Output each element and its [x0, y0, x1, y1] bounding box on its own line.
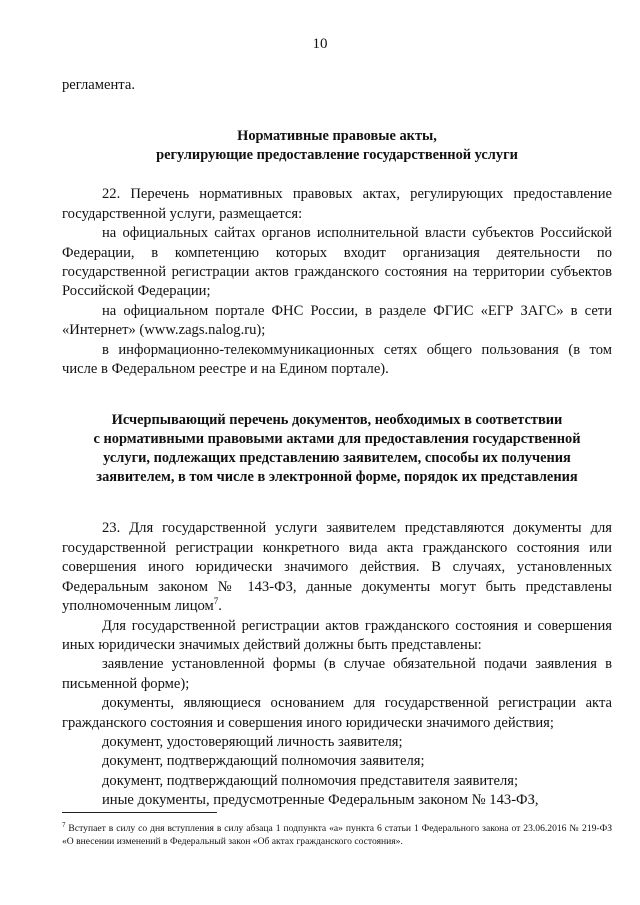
- list-item: документ, удостоверяющий личность заявителя;: [102, 733, 403, 750]
- heading-line: Нормативные правовые акты,: [237, 128, 437, 145]
- footnote-text: Вступает в силу со дня вступления в силу абзаца 1 подпункта «а» пункта 6 статьи 1 Федерального закона от 23.06.2016 № 219-ФЗ «О внесении изменений в Федеральный закон «Об актах гражданского состояния».: [62, 823, 612, 847]
- footnote-divider: [62, 812, 217, 813]
- section-heading-documents: [62, 411, 612, 487]
- footnote-reference[interactable]: 7: [213, 596, 219, 607]
- page-number: 10: [312, 36, 328, 52]
- paragraph-text: 22. Перечень нормативных правовых актах, регулирующих предоставление государственной услуги, размещается:: [62, 186, 612, 222]
- section-heading-legal-acts: [62, 127, 612, 165]
- heading-line: услуги, подлежащих представлению заявителем, способы их получения: [103, 450, 571, 467]
- paragraph-end: .: [218, 598, 222, 615]
- list-item: в информационно-телекоммуникационных сетях общего пользования (в том числе в Федеральном реестре и на Едином портале).: [62, 341, 612, 378]
- paragraph-text: [62, 519, 612, 616]
- heading-line: Исчерпывающий перечень документов, необходимых в соответствии: [111, 412, 563, 429]
- footnote-number: 7: [62, 820, 66, 829]
- list-item: заявление установленной формы (в случае обязательной подачи заявления в письменной форме);: [62, 656, 612, 692]
- paragraph-main-text: 23. Для государственной услуги заявителем представляются документы для государственной регистрации конкретного вида акта гражданского состояния или совершения иного юридически значимого действия. В случаях, установленных Федеральным законом № 143-ФЗ, данные документы могут быть представлены уполномоченным лицом: [62, 520, 612, 615]
- list-item: документ, подтверждающий полномочия заявителя;: [102, 753, 425, 770]
- heading-line: регулирующие предоставление государственной услуги: [156, 147, 518, 164]
- heading-line: с нормативными правовыми актами для предоставления государственной: [93, 431, 581, 448]
- list-item: иные документы, предусмотренные Федеральным законом № 143-ФЗ,: [102, 792, 539, 809]
- intro-line: регламента.: [62, 77, 135, 93]
- list-item: на официальном портале ФНС России, в разделе ФГИС «ЕГР ЗАГС» в сети «Интернет» (www.zags.nalog.ru);: [62, 302, 612, 339]
- heading-line: заявителем, в том числе в электронной форме, порядок их представления: [96, 469, 578, 486]
- footnote: [62, 822, 612, 848]
- list-item: документы, являющиеся основанием для государственной регистрации акта гражданского состояния и совершения иного юридически значимого действия;: [62, 695, 612, 731]
- paragraph-23: [62, 519, 612, 810]
- list-item: Для государственной регистрации актов гражданского состояния и совершения иных юридически значимых действий должны быть представлены:: [62, 617, 612, 653]
- document-body: [62, 76, 612, 811]
- list-item: документ, подтверждающий полномочия представителя заявителя;: [102, 772, 519, 789]
- paragraph-22: [62, 185, 612, 379]
- list-item: на официальных сайтах органов исполнительной власти субъектов Российской Федерации, в компетенцию которых входит организация деятельности по государственной регистрации актов гражданского состояния на территории субъектов Российской Федерации;: [62, 225, 612, 300]
